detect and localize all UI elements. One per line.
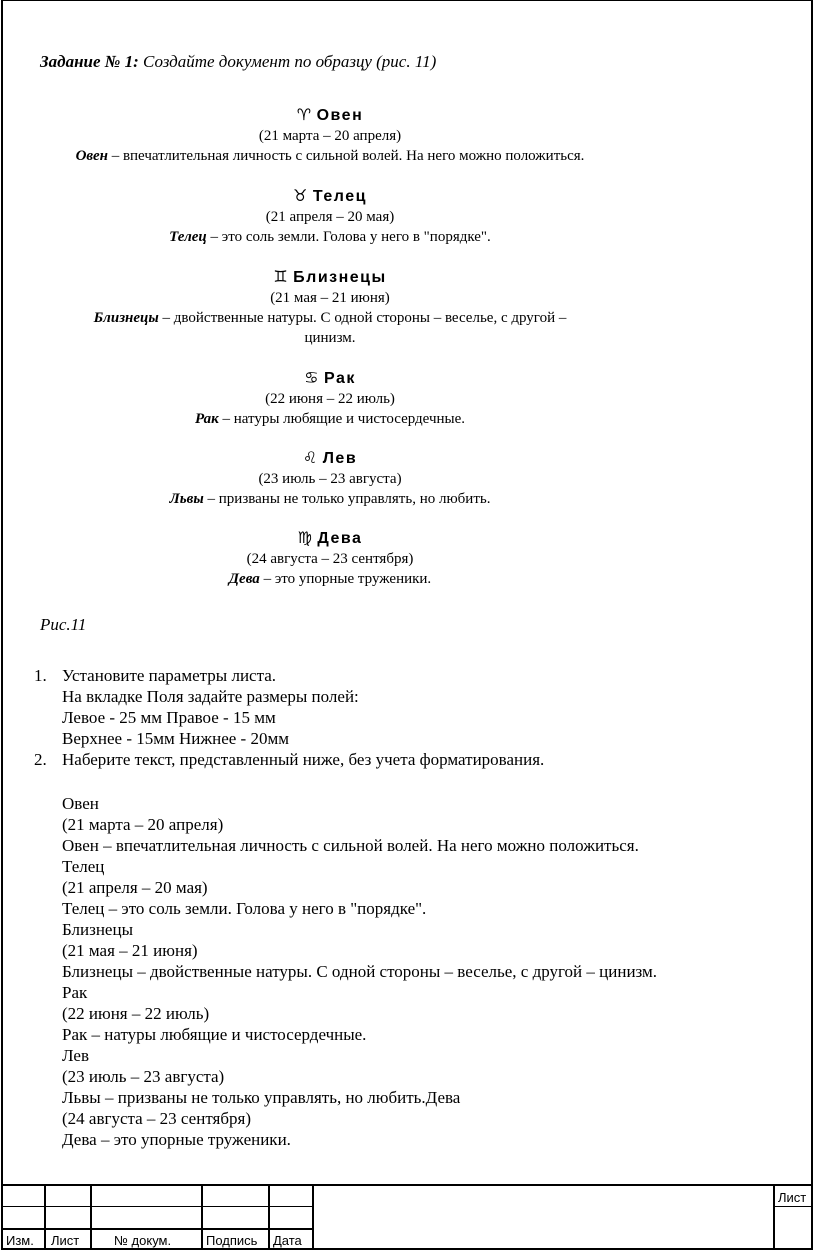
step-line: Наберите текст, представленный ниже, без учета форматирования.: [62, 750, 545, 769]
sign-desc-name: Близнецы: [93, 310, 159, 326]
text-line: Телец: [62, 857, 105, 876]
stamp-sign: Подпись: [206, 1233, 258, 1248]
sign-cancer: [0, 368, 660, 429]
text-line: (21 мая – 21 июня): [62, 941, 198, 960]
title-block-divider: [44, 1186, 46, 1249]
list-item: [30, 749, 790, 770]
task-text: Создайте документ по образцу (рис. 11): [138, 52, 437, 71]
stamp-date: Дата: [273, 1233, 302, 1248]
sample-text: [62, 793, 782, 1150]
sign-virgo: [0, 528, 660, 589]
stamp-list: Лист: [51, 1233, 80, 1248]
text-line: Рак: [62, 983, 88, 1002]
title-block-divider: [773, 1186, 775, 1249]
sign-desc-text: – впечатлительная личность с сильной волей. На него можно положиться.: [107, 148, 585, 164]
cancer-icon: ♋: [304, 368, 320, 387]
stamp-izm: Изм.: [6, 1233, 34, 1248]
sign-dates: (21 апреля – 20 мая): [265, 209, 395, 225]
task-label: Задание № 1:: [40, 52, 139, 71]
sign-dates: (21 марта – 20 апреля): [258, 128, 402, 144]
sign-desc: [0, 308, 660, 328]
sign-title: [0, 368, 660, 389]
sign-dates: (22 июня – 22 июль): [265, 391, 395, 407]
text-line: Львы – призваны не только управлять, но любить.Дева: [62, 1088, 461, 1107]
leo-icon: ♌: [302, 448, 319, 467]
sign-title: [0, 448, 660, 469]
figure-caption: Рис.11: [40, 615, 87, 634]
sign-desc-continued: цинизм.: [304, 330, 356, 346]
virgo-icon: ♍: [297, 528, 314, 547]
sign-desc-name: Овен: [75, 148, 108, 164]
stamp-sheet: Лист: [778, 1190, 807, 1205]
text-line: Телец – это соль земли. Голова у него в "порядке".: [62, 899, 427, 918]
text-line: (23 июль – 23 августа): [62, 1067, 225, 1086]
sign-name: Овен: [316, 107, 364, 124]
list-item: [30, 665, 790, 749]
steps-list: [30, 665, 790, 770]
title-block-row-line: [773, 1206, 812, 1207]
sign-desc: [0, 227, 660, 247]
title-block-divider: [90, 1186, 92, 1249]
task-title: [40, 52, 436, 72]
sign-desc-text: – это упорные труженики.: [259, 571, 432, 587]
sign-desc: [0, 409, 660, 429]
text-line: (21 марта – 20 апреля): [62, 815, 224, 834]
sign-desc: [0, 146, 660, 166]
stamp-doc: № докум.: [114, 1233, 172, 1248]
taurus-icon: ♉: [293, 186, 309, 205]
sign-name: Близнецы: [293, 269, 387, 286]
gemini-icon: ♊: [273, 267, 290, 286]
text-line: (24 августа – 23 сентября): [62, 1109, 251, 1128]
sign-desc-text: – двойственные натуры. С одной стороны – веселье, с другой –: [158, 310, 567, 326]
sign-desc: [0, 489, 660, 509]
sign-dates: (24 августа – 23 сентября): [246, 551, 414, 567]
text-line: Рак – натуры любящие и чистосердечные.: [62, 1025, 367, 1044]
step-line: Левое - 25 мм Правое - 15 мм: [62, 708, 276, 727]
sign-desc: [0, 569, 660, 589]
sign-title: [0, 267, 660, 288]
text-line: (21 апреля – 20 мая): [62, 878, 208, 897]
text-line: Дева – это упорные труженики.: [62, 1130, 291, 1149]
step-number: 1.: [34, 666, 47, 685]
sign-taurus: [0, 186, 660, 247]
sign-desc-name: Телец: [169, 229, 207, 245]
text-line: Овен – впечатлительная личность с сильной волей. На него можно положиться.: [62, 836, 639, 855]
text-line: Овен: [62, 794, 99, 813]
sign-desc-name: Рак: [194, 411, 219, 427]
sign-name: Дева: [317, 530, 363, 547]
title-block-row-line: [3, 1228, 312, 1230]
text-line: Близнецы: [62, 920, 133, 939]
sign-aries: [0, 105, 660, 166]
title-block: [3, 1184, 812, 1251]
title-block-divider: [268, 1186, 270, 1249]
aries-icon: ♈: [296, 105, 313, 124]
sign-name: Телец: [312, 188, 367, 205]
sign-dates: (21 мая – 21 июня): [270, 290, 390, 306]
sign-title: [0, 528, 660, 549]
sign-name: Рак: [323, 370, 356, 387]
sign-desc-name: Дева: [228, 571, 260, 587]
step-line: Установите параметры листа.: [62, 666, 277, 685]
sign-name: Лев: [322, 450, 358, 467]
text-line: Лев: [62, 1046, 89, 1065]
title-block-divider: [201, 1186, 203, 1249]
step-line: Верхнее - 15мм Нижнее - 20мм: [62, 729, 289, 748]
title-block-row-line: [3, 1206, 312, 1207]
sign-title: [0, 186, 660, 207]
sign-desc-name: Львы: [169, 491, 204, 507]
title-block-divider: [312, 1186, 314, 1249]
text-line: (22 июня – 22 июль): [62, 1004, 210, 1023]
step-line: На вкладке Поля задайте размеры полей:: [62, 687, 359, 706]
sign-desc-text: – это соль земли. Голова у него в "порядке".: [206, 229, 491, 245]
sign-desc-text: – призваны не только управлять, но любить.: [203, 491, 491, 507]
sign-desc-text: – натуры любящие и чистосердечные.: [218, 411, 466, 427]
step-number: 2.: [34, 750, 47, 769]
sign-title: [0, 105, 660, 126]
text-line: Близнецы – двойственные натуры. С одной стороны – веселье, с другой – цинизм.: [62, 962, 658, 981]
sign-gemini: [0, 267, 660, 348]
sign-dates: (23 июль – 23 августа): [258, 471, 402, 487]
sign-leo: [0, 448, 660, 509]
